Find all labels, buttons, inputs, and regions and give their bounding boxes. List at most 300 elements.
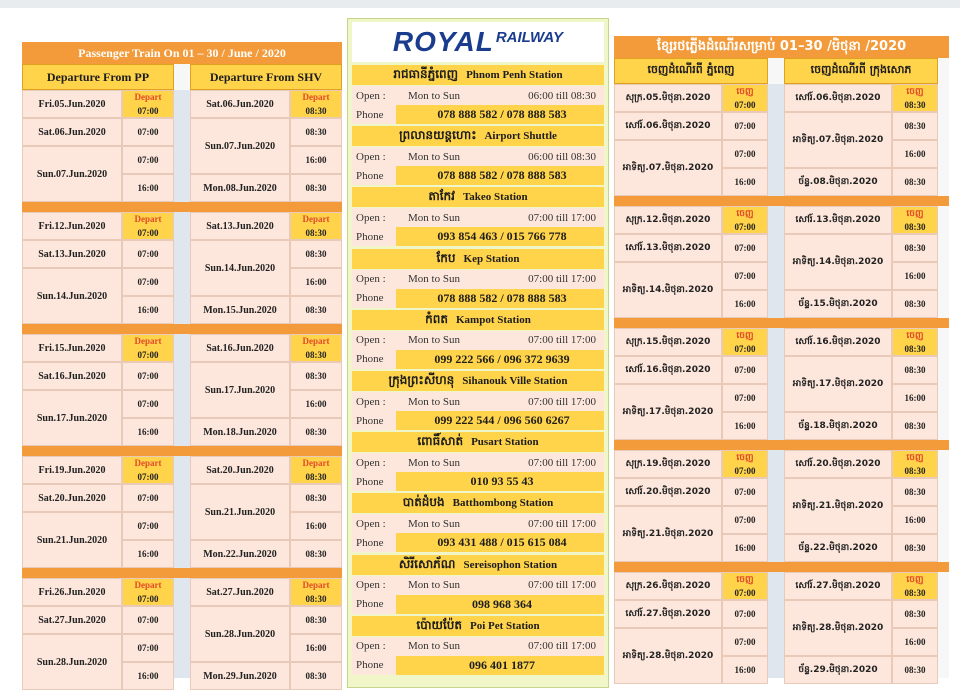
pp-date-cell: សៅរ៍.16.មិថុនា.2020 xyxy=(614,356,722,384)
pp-date-cell: អាទិត្យ.14.មិថុនា.2020 xyxy=(614,262,722,318)
shv-date-cell: ច័ន្ទ.15.មិថុនា.2020 xyxy=(784,290,892,318)
english-schedule-panel xyxy=(22,42,342,682)
open-hours: 07:00 till 17:00 xyxy=(528,334,596,347)
depart-label: ចេញ xyxy=(736,331,754,341)
open-days: Mon to Sun xyxy=(408,456,460,469)
shv-date-cell: អាទិត្យ.07.មិថុនា.2020 xyxy=(784,112,892,168)
pp-date-cell: សុក្រ.26.មិថុនា.2020 xyxy=(614,572,722,600)
pp-date-cell: សុក្រ.12.មិថុនា.2020 xyxy=(614,206,722,234)
pp-time-cell: 07:00 xyxy=(722,628,768,656)
pp-time-cell: 07:00 xyxy=(122,268,174,296)
pp-date-cell: Fri.05.Jun.2020 xyxy=(22,90,122,118)
phone-label: Phone xyxy=(352,656,396,675)
pp-time-cell: 16:00 xyxy=(122,296,174,324)
phone-row xyxy=(352,166,604,185)
pp-time-cell: 07:00 xyxy=(122,512,174,540)
shv-time-cell: 08:30 xyxy=(892,234,938,262)
pp-depart-cell xyxy=(122,212,174,240)
phone-number: 078 888 582 / 078 888 583 xyxy=(396,166,604,185)
open-days: Mon to Sun xyxy=(408,150,460,163)
pp-depart-cell xyxy=(722,206,768,234)
week-separator xyxy=(614,196,949,206)
depart-label: Depart xyxy=(134,336,162,346)
phone-number: 078 888 582 / 078 888 583 xyxy=(396,105,604,124)
pp-date-cell: Sat.16.Jun.2020 xyxy=(22,362,122,390)
pp-date-cell: Sat.20.Jun.2020 xyxy=(22,484,122,512)
pp-depart-cell xyxy=(722,328,768,356)
pp-time-cell: 07:00 xyxy=(722,262,768,290)
pp-time-cell: 07:00 xyxy=(722,600,768,628)
open-hours: 06:00 till 08:30 xyxy=(528,150,596,163)
pp-time-cell: 07:00 xyxy=(722,478,768,506)
logo-railway-text: RAILWAY xyxy=(495,28,564,46)
station-english-name: Sereisophon Station xyxy=(463,558,558,571)
pp-time-cell: 07:00 xyxy=(122,118,174,146)
open-hours: 07:00 till 17:00 xyxy=(528,517,596,530)
pp-depart-cell xyxy=(122,334,174,362)
open-days: Mon to Sun xyxy=(408,334,460,347)
week-separator xyxy=(22,202,342,212)
pp-time-cell: 07:00 xyxy=(722,140,768,168)
shv-depart-cell xyxy=(290,334,342,362)
station-khmer-name: តាកែវ xyxy=(428,189,455,204)
shv-time-cell: 08:30 xyxy=(892,478,938,506)
shv-time-cell: 16:00 xyxy=(290,634,342,662)
header-from-shv: ចេញដំណើរពី ក្រុងសោភ xyxy=(784,58,938,84)
shv-depart-cell xyxy=(290,90,342,118)
station-khmer-name: ក្រុងព្រះសីហនុ xyxy=(388,373,455,387)
open-hours-value xyxy=(396,392,604,411)
depart-time: 08:30 xyxy=(904,100,926,110)
phone-row xyxy=(352,105,604,124)
shv-date-cell: Sat.16.Jun.2020 xyxy=(190,334,290,362)
station-khmer-name: កំពត xyxy=(425,311,448,326)
station-english-name: Poi Pet Station xyxy=(470,619,540,632)
open-days: Mon to Sun xyxy=(408,640,460,653)
depart-label: Depart xyxy=(302,214,330,224)
phone-row xyxy=(352,656,604,675)
shv-time-cell: 08:30 xyxy=(892,112,938,140)
shv-depart-cell xyxy=(290,212,342,240)
station-name xyxy=(352,616,604,636)
shv-date-cell: Mon.22.Jun.2020 xyxy=(190,540,290,568)
shv-time-cell: 08:30 xyxy=(892,534,938,562)
open-hours-row xyxy=(352,637,604,656)
depart-label: Depart xyxy=(302,92,330,102)
shv-time-cell: 08:30 xyxy=(290,296,342,324)
station-name xyxy=(352,187,604,207)
pp-date-cell: Fri.15.Jun.2020 xyxy=(22,334,122,362)
royal-railway-logo xyxy=(352,22,604,62)
phone-number: 098 968 364 xyxy=(396,595,604,614)
pp-time-cell: 16:00 xyxy=(722,290,768,318)
open-hours-row xyxy=(352,453,604,472)
shv-depart-cell xyxy=(892,84,938,112)
shv-time-cell: 08:30 xyxy=(290,540,342,568)
header-from-shv: Departure From SHV xyxy=(190,64,342,90)
shv-time-cell: 08:30 xyxy=(892,412,938,440)
top-strip xyxy=(0,0,960,8)
shv-time-cell: 08:30 xyxy=(290,240,342,268)
phone-number: 093 431 488 / 015 615 084 xyxy=(396,533,604,552)
pp-time-cell: 07:00 xyxy=(122,634,174,662)
open-label: Open : xyxy=(352,637,396,656)
week-separator xyxy=(22,446,342,456)
shv-time-cell: 08:30 xyxy=(892,290,938,318)
shv-date-cell: ច័ន្ទ.22.មិថុនា.2020 xyxy=(784,534,892,562)
shv-time-cell: 16:00 xyxy=(892,506,938,534)
phone-row xyxy=(352,595,604,614)
depart-label: Depart xyxy=(134,458,162,468)
open-hours-row xyxy=(352,270,604,289)
pp-time-cell: 16:00 xyxy=(722,168,768,196)
open-hours-row xyxy=(352,86,604,105)
phone-number: 010 93 55 43 xyxy=(396,472,604,491)
phone-row xyxy=(352,227,604,246)
station-english-name: Batthombong Station xyxy=(452,497,554,510)
shv-time-cell: 08:30 xyxy=(290,174,342,202)
shv-date-cell: Sun.17.Jun.2020 xyxy=(190,362,290,418)
open-hours-value xyxy=(396,147,604,166)
open-hours: 06:00 till 08:30 xyxy=(528,89,596,102)
open-hours-value xyxy=(396,576,604,595)
depart-time: 07:00 xyxy=(137,350,159,360)
open-hours-row xyxy=(352,576,604,595)
pp-date-cell: អាទិត្យ.21.មិថុនា.2020 xyxy=(614,506,722,562)
shv-date-cell: ច័ន្ទ.29.មិថុនា.2020 xyxy=(784,656,892,684)
open-label: Open : xyxy=(352,331,396,350)
shv-time-cell: 16:00 xyxy=(290,512,342,540)
station-english-name: Kep Station xyxy=(463,252,520,265)
station-name xyxy=(352,493,604,513)
pp-time-cell: 07:00 xyxy=(122,606,174,634)
pp-depart-cell xyxy=(122,90,174,118)
phone-label: Phone xyxy=(352,472,396,491)
station-english-name: Phnom Penh Station xyxy=(466,69,563,81)
shv-time-cell: 08:30 xyxy=(290,606,342,634)
shv-time-cell: 08:30 xyxy=(290,418,342,446)
depart-time: 07:00 xyxy=(137,228,159,238)
pp-time-cell: 07:00 xyxy=(122,484,174,512)
phone-row xyxy=(352,411,604,430)
station-name xyxy=(352,371,604,391)
open-days: Mon to Sun xyxy=(408,211,460,224)
phone-number: 093 854 463 / 015 766 778 xyxy=(396,227,604,246)
phone-label: Phone xyxy=(352,105,396,124)
depart-label: ចេញ xyxy=(906,575,924,585)
depart-time: 08:30 xyxy=(305,472,327,482)
shv-date-cell: សៅរ៍.27.មិថុនា.2020 xyxy=(784,572,892,600)
pp-date-cell: Sun.07.Jun.2020 xyxy=(22,146,122,202)
depart-time: 07:00 xyxy=(137,472,159,482)
phone-label: Phone xyxy=(352,595,396,614)
shv-date-cell: Sat.20.Jun.2020 xyxy=(190,456,290,484)
pp-time-cell: 07:00 xyxy=(122,240,174,268)
shv-date-cell: អាទិត្យ.28.មិថុនា.2020 xyxy=(784,600,892,656)
shv-date-cell: Sat.27.Jun.2020 xyxy=(190,578,290,606)
pp-depart-cell xyxy=(722,450,768,478)
shv-depart-cell xyxy=(290,578,342,606)
shv-date-cell: អាទិត្យ.14.មិថុនា.2020 xyxy=(784,234,892,290)
shv-depart-cell xyxy=(892,206,938,234)
depart-label: ចេញ xyxy=(906,209,924,219)
open-hours-row xyxy=(352,514,604,533)
depart-time: 08:30 xyxy=(305,594,327,604)
phone-label: Phone xyxy=(352,411,396,430)
depart-time: 07:00 xyxy=(734,466,756,476)
open-days: Mon to Sun xyxy=(408,395,460,408)
pp-date-cell: Fri.12.Jun.2020 xyxy=(22,212,122,240)
pp-date-cell: សៅរ៍.20.មិថុនា.2020 xyxy=(614,478,722,506)
shv-date-cell: Mon.15.Jun.2020 xyxy=(190,296,290,324)
pp-date-cell: អាទិត្យ.28.មិថុនា.2020 xyxy=(614,628,722,684)
phone-row xyxy=(352,350,604,369)
middle-divider xyxy=(768,84,784,678)
shv-date-cell: Mon.29.Jun.2020 xyxy=(190,662,290,690)
open-label: Open : xyxy=(352,514,396,533)
schedule-title: Passenger Train On 01 – 30 / June / 2020 xyxy=(22,42,342,64)
station-khmer-name: ពោធិ៍សាត់ xyxy=(417,434,464,449)
depart-label: Depart xyxy=(302,580,330,590)
depart-time: 08:30 xyxy=(904,344,926,354)
pp-time-cell: 16:00 xyxy=(122,540,174,568)
shv-time-cell: 08:30 xyxy=(892,600,938,628)
station-english-name: Takeo Station xyxy=(462,191,528,204)
shv-date-cell: អាទិត្យ.17.មិថុនា.2020 xyxy=(784,356,892,412)
depart-time: 07:00 xyxy=(734,222,756,232)
phone-label: Phone xyxy=(352,289,396,308)
shv-time-cell: 16:00 xyxy=(290,268,342,296)
schedule-title: ខ្សែរថភ្លើងដំណើរសម្រាប់ 01–30 /មិថុនា /2020 xyxy=(614,36,949,58)
pp-time-cell: 07:00 xyxy=(722,506,768,534)
phone-number: 078 888 582 / 078 888 583 xyxy=(396,289,604,308)
pp-date-cell: Sun.14.Jun.2020 xyxy=(22,268,122,324)
shv-date-cell: Mon.08.Jun.2020 xyxy=(190,174,290,202)
open-days: Mon to Sun xyxy=(408,579,460,592)
pp-date-cell: Fri.19.Jun.2020 xyxy=(22,456,122,484)
pp-time-cell: 16:00 xyxy=(722,412,768,440)
open-hours-value xyxy=(396,208,604,227)
pp-time-cell: 16:00 xyxy=(122,418,174,446)
depart-time: 07:00 xyxy=(734,100,756,110)
station-khmer-name: សិរីសោភ័ណ xyxy=(398,556,456,571)
pp-depart-cell xyxy=(722,84,768,112)
shv-time-cell: 08:30 xyxy=(892,356,938,384)
open-days: Mon to Sun xyxy=(408,89,460,102)
depart-time: 07:00 xyxy=(137,106,159,116)
pp-date-cell: អាទិត្យ.07.មិថុនា.2020 xyxy=(614,140,722,196)
khmer-schedule-panel xyxy=(614,36,949,678)
open-hours-row xyxy=(352,208,604,227)
phone-number: 096 401 1877 xyxy=(396,656,604,675)
pp-depart-cell xyxy=(122,456,174,484)
shv-date-cell: អាទិត្យ.21.មិថុនា.2020 xyxy=(784,478,892,534)
phone-label: Phone xyxy=(352,350,396,369)
depart-time: 07:00 xyxy=(137,594,159,604)
week-separator xyxy=(22,324,342,334)
depart-time: 08:30 xyxy=(904,466,926,476)
depart-label: Depart xyxy=(302,458,330,468)
depart-label: ចេញ xyxy=(906,87,924,97)
shv-date-cell: Sun.28.Jun.2020 xyxy=(190,606,290,662)
pp-date-cell: សៅរ៍.13.មិថុនា.2020 xyxy=(614,234,722,262)
shv-time-cell: 16:00 xyxy=(290,146,342,174)
open-hours: 07:00 till 17:00 xyxy=(528,395,596,408)
open-hours: 07:00 till 17:00 xyxy=(528,640,596,653)
shv-time-cell: 16:00 xyxy=(892,628,938,656)
station-khmer-name: បាត់ដំបង xyxy=(402,495,445,510)
shv-time-cell: 08:30 xyxy=(290,118,342,146)
phone-row xyxy=(352,533,604,552)
pp-date-cell: Sun.21.Jun.2020 xyxy=(22,512,122,568)
open-hours-value xyxy=(396,637,604,656)
shv-date-cell: ច័ន្ទ.08.មិថុនា.2020 xyxy=(784,168,892,196)
depart-label: Depart xyxy=(134,214,162,224)
pp-date-cell: Sat.06.Jun.2020 xyxy=(22,118,122,146)
week-separator xyxy=(614,440,949,450)
pp-time-cell: 16:00 xyxy=(122,662,174,690)
week-separator xyxy=(614,318,949,328)
shv-date-cell: សៅរ៍.13.មិថុនា.2020 xyxy=(784,206,892,234)
shv-date-cell: Sat.06.Jun.2020 xyxy=(190,90,290,118)
pp-date-cell: អាទិត្យ.17.មិថុនា.2020 xyxy=(614,384,722,440)
phone-row xyxy=(352,472,604,491)
open-days: Mon to Sun xyxy=(408,273,460,286)
open-days: Mon to Sun xyxy=(408,517,460,530)
pp-date-cell: សុក្រ.19.មិថុនា.2020 xyxy=(614,450,722,478)
shv-time-cell: 08:30 xyxy=(892,656,938,684)
phone-number: 099 222 544 / 096 560 6267 xyxy=(396,411,604,430)
open-hours-value xyxy=(396,331,604,350)
depart-label: ចេញ xyxy=(736,453,754,463)
shv-date-cell: Sun.07.Jun.2020 xyxy=(190,118,290,174)
station-name xyxy=(352,126,604,146)
week-separator xyxy=(22,568,342,578)
shv-time-cell: 16:00 xyxy=(290,390,342,418)
depart-label: Depart xyxy=(302,336,330,346)
pp-time-cell: 07:00 xyxy=(722,384,768,412)
open-hours: 07:00 till 17:00 xyxy=(528,273,596,286)
middle-divider xyxy=(174,90,190,678)
pp-time-cell: 16:00 xyxy=(122,174,174,202)
logo-royal-text: ROYAL xyxy=(392,26,494,57)
pp-date-cell: សុក្រ.15.មិថុនា.2020 xyxy=(614,328,722,356)
pp-time-cell: 07:00 xyxy=(122,146,174,174)
shv-time-cell: 08:30 xyxy=(290,362,342,390)
shv-depart-cell xyxy=(892,450,938,478)
open-hours: 07:00 till 17:00 xyxy=(528,579,596,592)
pp-date-cell: Sat.27.Jun.2020 xyxy=(22,606,122,634)
phone-row xyxy=(352,289,604,308)
pp-date-cell: សៅរ៍.27.មិថុនា.2020 xyxy=(614,600,722,628)
pp-date-cell: Sun.17.Jun.2020 xyxy=(22,390,122,446)
pp-time-cell: 07:00 xyxy=(122,362,174,390)
shv-time-cell: 16:00 xyxy=(892,140,938,168)
pp-time-cell: 16:00 xyxy=(722,656,768,684)
pp-time-cell: 07:00 xyxy=(722,112,768,140)
pp-time-cell: 16:00 xyxy=(722,534,768,562)
shv-date-cell: Sun.14.Jun.2020 xyxy=(190,240,290,296)
pp-depart-cell xyxy=(122,578,174,606)
pp-time-cell: 07:00 xyxy=(122,390,174,418)
shv-date-cell: Sun.21.Jun.2020 xyxy=(190,484,290,540)
shv-time-cell: 08:30 xyxy=(290,662,342,690)
shv-time-cell: 08:30 xyxy=(892,168,938,196)
station-khmer-name: រាជធានីភ្នំពេញ xyxy=(393,67,459,81)
open-hours-value xyxy=(396,453,604,472)
open-label: Open : xyxy=(352,147,396,166)
open-label: Open : xyxy=(352,208,396,227)
open-label: Open : xyxy=(352,86,396,105)
pp-date-cell: Sat.13.Jun.2020 xyxy=(22,240,122,268)
depart-label: Depart xyxy=(134,580,162,590)
station-english-name: Sihanouk Ville Station xyxy=(462,375,568,387)
week-separator xyxy=(614,562,949,572)
depart-label: Depart xyxy=(134,92,162,102)
open-label: Open : xyxy=(352,576,396,595)
station-english-name: Pusart Station xyxy=(471,436,539,449)
shv-date-cell: សៅរ៍.20.មិថុនា.2020 xyxy=(784,450,892,478)
shv-date-cell: សៅរ៍.06.មិថុនា.2020 xyxy=(784,84,892,112)
station-name xyxy=(352,555,604,575)
shv-date-cell: សៅរ៍.16.មិថុនា.2020 xyxy=(784,328,892,356)
station-name xyxy=(352,249,604,269)
header-from-pp: ចេញដំណើរពី ភ្នំពេញ xyxy=(614,58,768,84)
station-english-name: Kampot Station xyxy=(455,313,531,326)
open-hours-row xyxy=(352,392,604,411)
depart-label: ចេញ xyxy=(736,209,754,219)
pp-depart-cell xyxy=(722,572,768,600)
phone-number: 099 222 566 / 096 372 9639 xyxy=(396,350,604,369)
depart-label: ចេញ xyxy=(906,453,924,463)
station-khmer-name: ប៉ោយប៉ែត xyxy=(416,617,463,632)
open-hours-row xyxy=(352,331,604,350)
open-hours: 07:00 till 17:00 xyxy=(528,211,596,224)
station-name xyxy=(352,310,604,330)
shv-depart-cell xyxy=(892,572,938,600)
station-name xyxy=(352,432,604,452)
depart-label: ចេញ xyxy=(736,575,754,585)
depart-time: 08:30 xyxy=(904,588,926,598)
open-label: Open : xyxy=(352,270,396,289)
depart-label: ចេញ xyxy=(736,87,754,97)
pp-date-cell: សៅរ៍.06.មិថុនា.2020 xyxy=(614,112,722,140)
station-name xyxy=(352,65,604,85)
pp-date-cell: Fri.26.Jun.2020 xyxy=(22,578,122,606)
pp-date-cell: Sun.28.Jun.2020 xyxy=(22,634,122,690)
shv-date-cell: Mon.18.Jun.2020 xyxy=(190,418,290,446)
open-label: Open : xyxy=(352,392,396,411)
depart-time: 08:30 xyxy=(904,222,926,232)
depart-time: 07:00 xyxy=(734,344,756,354)
pp-time-cell: 07:00 xyxy=(722,356,768,384)
phone-label: Phone xyxy=(352,227,396,246)
open-hours: 07:00 till 17:00 xyxy=(528,456,596,469)
phone-label: Phone xyxy=(352,166,396,185)
shv-depart-cell xyxy=(290,456,342,484)
station-english-name: Airport Shuttle xyxy=(484,130,557,143)
depart-time: 07:00 xyxy=(734,588,756,598)
depart-label: ចេញ xyxy=(906,331,924,341)
header-from-pp: Departure From PP xyxy=(22,64,174,90)
depart-time: 08:30 xyxy=(305,350,327,360)
station-khmer-name: ព្រលានយន្តហោះ xyxy=(399,128,477,143)
depart-time: 08:30 xyxy=(305,228,327,238)
pp-date-cell: សុក្រ.05.មិថុនា.2020 xyxy=(614,84,722,112)
open-label: Open : xyxy=(352,453,396,472)
shv-time-cell: 08:30 xyxy=(290,484,342,512)
shv-time-cell: 16:00 xyxy=(892,384,938,412)
